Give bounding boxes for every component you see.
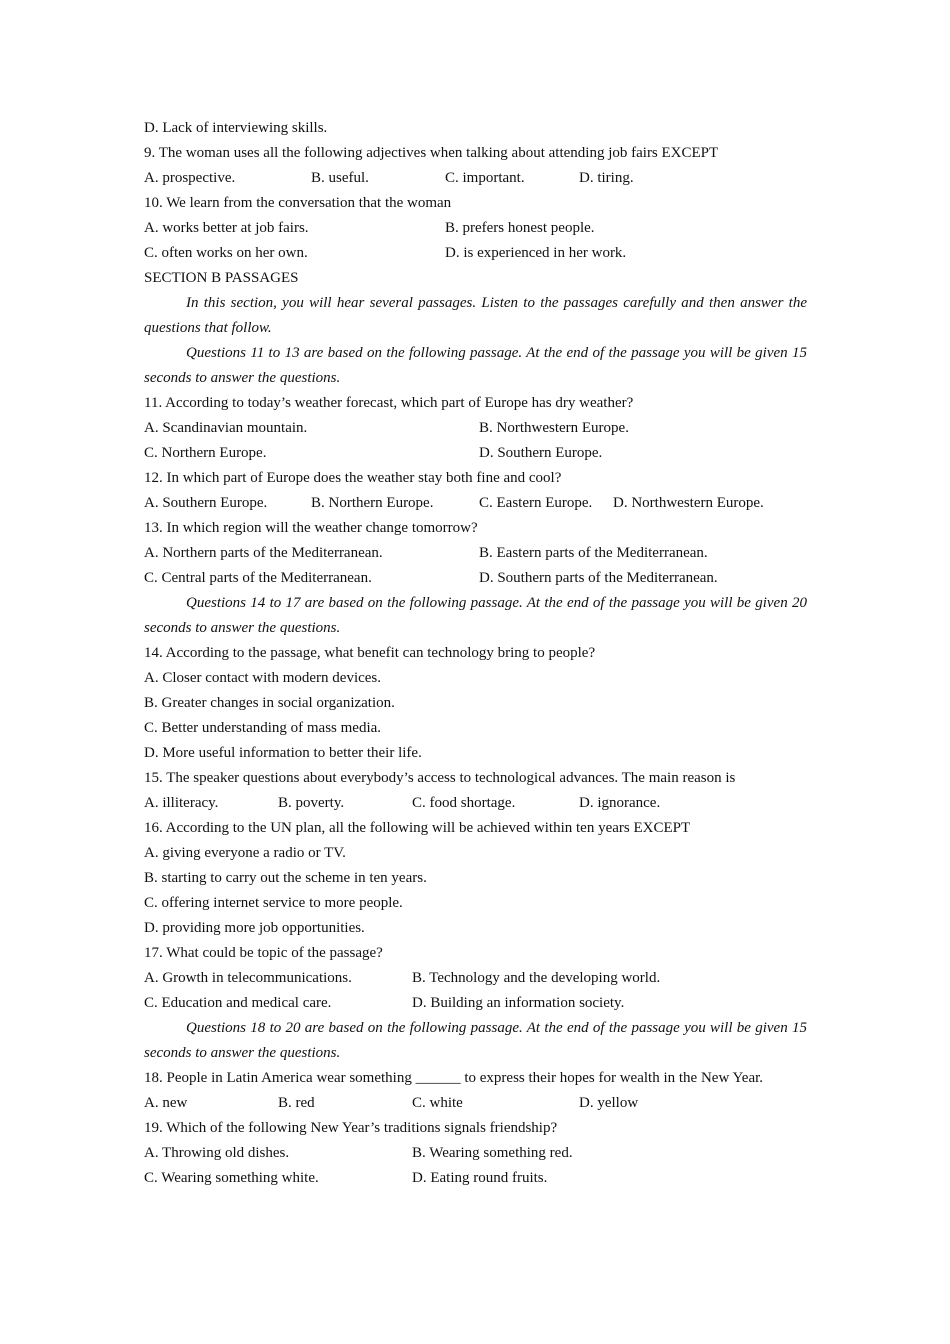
q15-stem: 15. The speaker questions about everybody’s access to technological advances. The main reason is (144, 770, 736, 786)
q14-option-b: B. Greater changes in social organization. (144, 695, 395, 711)
q13-option-b: B. Eastern parts of the Mediterranean. (479, 545, 708, 561)
q11-options-row1 (144, 416, 807, 441)
q12-option-b: B. Northern Europe. (311, 495, 434, 511)
q12-option-a: A. Southern Europe. (144, 495, 268, 511)
q13-options-row1 (144, 541, 807, 566)
section-b-title: SECTION B PASSAGES (144, 270, 299, 286)
q18-stem: 18. People in Latin America wear something ______ to express their hopes for wealth in the New Year. (144, 1070, 764, 1086)
q13-option-a: A. Northern parts of the Mediterranean. (144, 545, 383, 561)
q16-option-a: A. giving everyone a radio or TV. (144, 845, 346, 861)
q19-options-row1 (144, 1141, 807, 1166)
q13-option-d: D. Southern parts of the Mediterranean. (479, 570, 718, 586)
q15-options (144, 791, 807, 816)
passage2-note: Questions 14 to 17 are based on the following passage. At the end of the passage you will be given 20 seconds to answer the questions. (144, 595, 807, 636)
q17-option-a: A. Growth in telecommunications. (144, 970, 352, 986)
q11-option-c: C. Northern Europe. (144, 445, 267, 461)
passage3-note: Questions 18 to 20 are based on the following passage. At the end of the passage you will be given 15 seconds to answer the questions. (144, 1020, 807, 1061)
q19-option-b: B. Wearing something red. (412, 1145, 573, 1161)
q9-option-c: C. important. (445, 170, 525, 186)
q9-option-d: D. tiring. (579, 170, 634, 186)
q13-stem: 13. In which region will the weather change tomorrow? (144, 520, 478, 536)
section-b-instructions: In this section, you will hear several passages. Listen to the passages carefully and then answer the questions that follow. (144, 295, 807, 336)
q10-option-c: C. often works on her own. (144, 245, 308, 261)
q17-option-d: D. Building an information society. (412, 995, 625, 1011)
q17-option-b: B. Technology and the developing world. (412, 970, 661, 986)
q18-option-a: A. new (144, 1095, 188, 1111)
passage1-note: Questions 11 to 13 are based on the following passage. At the end of the passage you will be given 15 seconds to answer the questions. (144, 345, 807, 386)
q12-stem: 12. In which part of Europe does the weather stay both fine and cool? (144, 470, 562, 486)
q16-option-c: C. offering internet service to more people. (144, 895, 403, 911)
q10-options-row2 (144, 241, 807, 266)
q10-option-d: D. is experienced in her work. (445, 245, 627, 261)
q16-stem: 16. According to the UN plan, all the following will be achieved within ten years EXCEPT (144, 820, 691, 836)
q9-options (144, 166, 807, 191)
q15-option-b: B. poverty. (278, 795, 345, 811)
q9-option-b: B. useful. (311, 170, 369, 186)
q13-option-c: C. Central parts of the Mediterranean. (144, 570, 372, 586)
exam-page (144, 116, 807, 1191)
q10-stem: 10. We learn from the conversation that the woman (144, 195, 452, 211)
q18-option-b: B. red (278, 1095, 315, 1111)
q18-options (144, 1091, 807, 1116)
q9-option-a: A. prospective. (144, 170, 236, 186)
q14-option-d: D. More useful information to better their life. (144, 745, 422, 761)
q15-option-c: C. food shortage. (412, 795, 516, 811)
q13-options-row2 (144, 566, 807, 591)
q17-stem: 17. What could be topic of the passage? (144, 945, 383, 961)
q19-option-a: A. Throwing old dishes. (144, 1145, 290, 1161)
q17-options-row1 (144, 966, 807, 991)
q19-option-c: C. Wearing something white. (144, 1170, 319, 1186)
q11-option-d: D. Southern Europe. (479, 445, 603, 461)
q17-options-row2 (144, 991, 807, 1016)
q12-options (144, 491, 807, 516)
q18-option-c: C. white (412, 1095, 463, 1111)
q19-stem: 19. Which of the following New Year’s traditions signals friendship? (144, 1120, 558, 1136)
q9-stem: 9. The woman uses all the following adjectives when talking about attending job fairs EXCEPT (144, 145, 719, 161)
q11-options-row2 (144, 441, 807, 466)
q15-option-a: A. illiteracy. (144, 795, 219, 811)
q14-option-a: A. Closer contact with modern devices. (144, 670, 382, 686)
q10-options-row1 (144, 216, 807, 241)
q12-option-d: D. Northwestern Europe. (613, 495, 764, 511)
q14-option-c: C. Better understanding of mass media. (144, 720, 382, 736)
q16-option-d: D. providing more job opportunities. (144, 920, 365, 936)
q10-option-b: B. prefers honest people. (445, 220, 595, 236)
q8-option-d: D. Lack of interviewing skills. (144, 120, 328, 136)
q19-options-row2 (144, 1166, 807, 1191)
q11-option-a: A. Scandinavian mountain. (144, 420, 308, 436)
q10-option-a: A. works better at job fairs. (144, 220, 309, 236)
q19-option-d: D. Eating round fruits. (412, 1170, 548, 1186)
q17-option-c: C. Education and medical care. (144, 995, 332, 1011)
q18-option-d: D. yellow (579, 1095, 639, 1111)
q15-option-d: D. ignorance. (579, 795, 661, 811)
q11-stem: 11. According to today’s weather forecast, which part of Europe has dry weather? (144, 395, 634, 411)
q12-option-c: C. Eastern Europe. (479, 495, 593, 511)
q11-option-b: B. Northwestern Europe. (479, 420, 629, 436)
q16-option-b: B. starting to carry out the scheme in ten years. (144, 870, 427, 886)
q14-stem: 14. According to the passage, what benefit can technology bring to people? (144, 645, 596, 661)
